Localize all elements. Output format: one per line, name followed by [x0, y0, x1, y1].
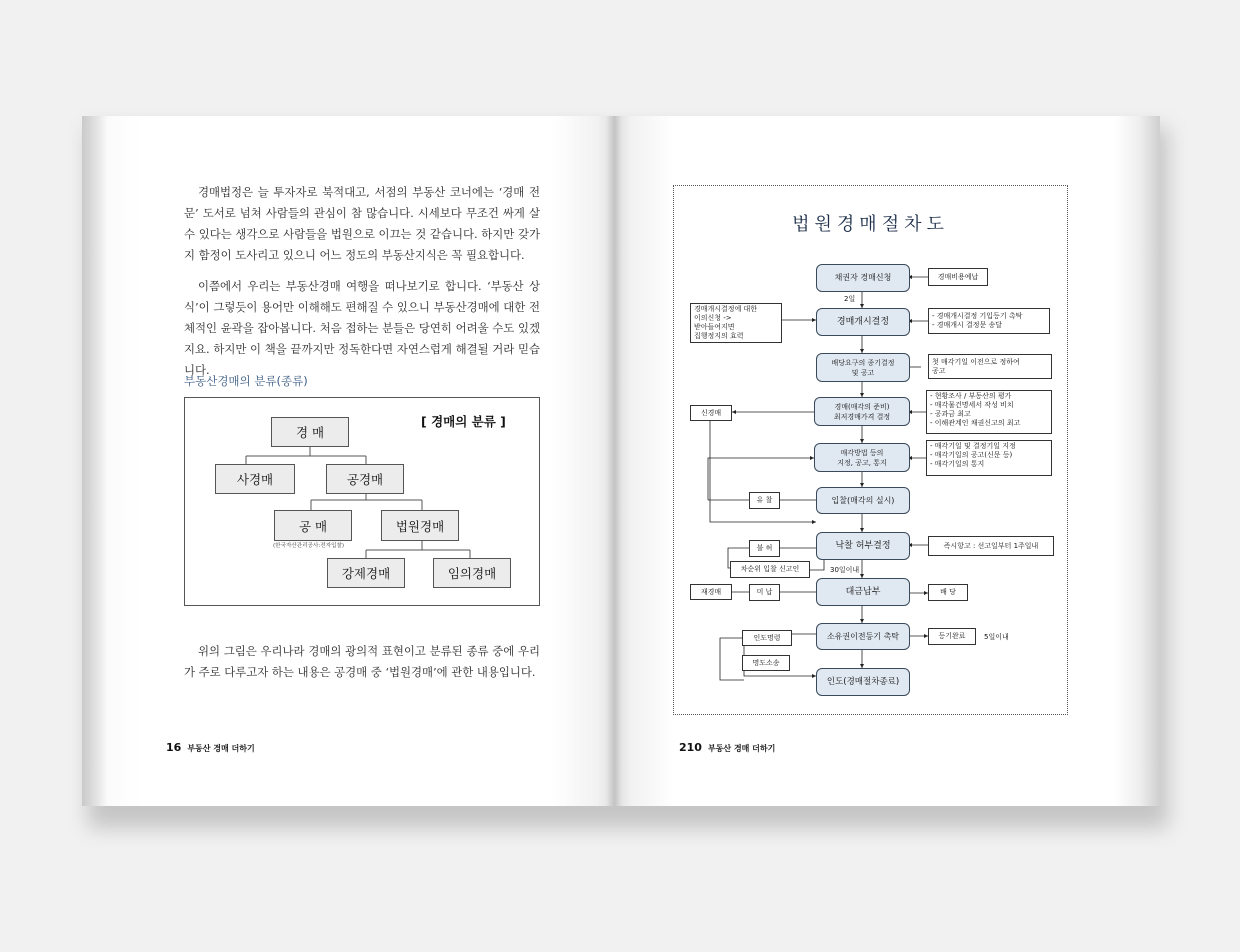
tree-node-public-sale: 공 매: [274, 510, 352, 541]
label-within-5-days: 5일이내: [984, 633, 1009, 641]
section-title: 부동산경매의 분류(종류): [184, 374, 308, 388]
tree-node-private-auction: 사경매: [215, 464, 295, 494]
tree-node-voluntary-auction: 임의경매: [433, 558, 511, 588]
note-auction-cost: 경매비용예납: [928, 268, 988, 286]
note-registry: - 경매개시결정 기입등기 촉탁 - 경매개시 결정문 송달: [928, 308, 1050, 334]
note-sale-preparation: - 현황조사 / 부동산의 평가 - 매각물건명세서 작성 비치 - 공과금 최고 - 이해관계인 채권신고의 최고: [926, 390, 1052, 434]
note-objection: 경매개시결정에 대한 이의신청 -> 받아들여지면 집행정지의 효력: [690, 303, 782, 343]
side-disallowed: 불 허: [749, 540, 780, 557]
flowchart-title: 법원경매절차도: [792, 214, 949, 235]
tree-public-sale-note: (한국자산관리공사:전자입찰): [273, 543, 345, 549]
side-new-auction: 신경매: [690, 405, 732, 421]
side-failed-bid: 유 찰: [749, 492, 780, 509]
right-page-number: 210: [679, 741, 702, 754]
book-spine: [606, 116, 622, 806]
step-creditor-request: 채권자 경매신청: [816, 264, 910, 292]
tree-node-forced-auction: 강제경매: [327, 558, 405, 588]
step-dividend-deadline: 배당요구의 종기결정 및 공고: [816, 353, 910, 382]
label-two-days: 2일: [844, 295, 856, 303]
label-within-30-days: 30일이내: [830, 566, 860, 574]
side-delivery-order: 인도명령: [742, 630, 792, 646]
left-page-footer: [166, 741, 255, 754]
step-sale-method: 매각방법 등의 지정, 공고, 통지: [814, 443, 910, 472]
left-running-title: 부동산 경매 더하기: [187, 744, 255, 753]
right-running-title: 부동산 경매 더하기: [707, 744, 776, 753]
tree-node-public-auction: 공경매: [326, 464, 404, 494]
tree-node-court-auction: 법원경매: [381, 510, 459, 541]
note-registration-complete: 등기완료: [928, 628, 976, 645]
tree-title: [ 경매의 분류 ]: [421, 414, 506, 429]
step-commencement-decision: 경매개시결정: [816, 308, 910, 336]
left-paragraph-1: 경매법정은 늘 투자자로 북적대고, 서점의 부동산 코너에는 ‘경매 전문’ 도서로 넘쳐 사람들의 관심이 참 많습니다. 시세보다 무조건 싸게 살 수 있다는 생각으로 사람들을 법원으로 이끄는 것 같습니다. 하지만 갖가지 함정이 도사리고 있으니 어느 정도의 부동산지식은 꼭 필요합니다.: [184, 185, 540, 262]
note-first-sale-date: 첫 매각기일 이전으로 정하여 공고: [928, 354, 1052, 379]
left-paragraph-3: 위의 그림은 우리나라 경매의 광의적 표현이고 분류된 종류 중에 우리가 주로 다루고자 하는 내용은 공경매 중 ‘법원경매’에 관한 내용입니다.: [184, 644, 540, 679]
left-page-number: 16: [166, 741, 182, 754]
note-dividend: 배 당: [928, 584, 968, 601]
side-re-auction: 재경매: [690, 584, 732, 600]
step-bidding: 입찰(매각의 실시): [816, 487, 910, 514]
tree-node-auction: 경 매: [271, 417, 349, 447]
classification-diagram: [184, 397, 540, 606]
side-unpaid: 미 납: [749, 584, 780, 601]
step-delivery-end: 인도(경매절차종료): [816, 668, 910, 696]
step-sale-preparation: 경매(매각의 준비) 최저경매가격 결정: [814, 397, 910, 426]
step-payment: 대금납부: [816, 578, 910, 606]
court-auction-flowchart: [673, 185, 1068, 715]
step-approval-decision: 낙찰 허부결정: [816, 532, 910, 560]
side-eviction-suit: 명도소송: [742, 655, 790, 671]
step-title-transfer: 소유권이전등기 촉탁: [816, 623, 910, 650]
note-immediate-appeal: 즉시항고 : 선고일부터 1주일내: [928, 536, 1054, 556]
left-paragraph-2: 이쯤에서 우리는 부동산경매 여행을 떠나보기로 합니다. ‘부동산 상식’이 그렇듯이 용어만 이해해도 편해질 수 있으니 부동산경매에 대한 전체적인 윤곽을 잡아봅니다. 처음 접하는 분들은 당연히 어려울 수도 있겠지요. 하지만 이 책을 끝까지만 정독한다면 자연스럽게 해결될 거라 믿습니다.: [184, 279, 540, 377]
side-second-bidder: 차순위 입찰 신고인: [730, 561, 810, 578]
right-page-footer: [679, 741, 775, 754]
note-sale-method: - 매각기일 및 결정기일 지정 - 매각기일의 공고(신문 등) - 매각기일의 통지: [926, 440, 1052, 476]
